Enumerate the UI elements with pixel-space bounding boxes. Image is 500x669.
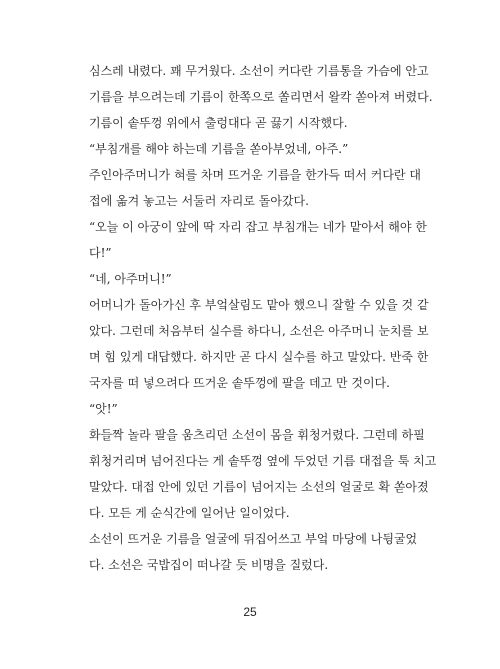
text-line: “오늘 이 아궁이 앞에 딱 자리 잡고 부침개는 네가 맡아서 해야 한 bbox=[89, 220, 427, 234]
text-line: 말았다. 대접 안에 있던 기름이 넘어지는 소선의 얼굴로 확 쏟아졌 bbox=[89, 480, 429, 494]
text-line: 화들짝 놀라 팔을 움츠리던 소선이 몸을 휘청거렸다. 그런데 하필 bbox=[89, 428, 425, 442]
text-line: “네, 아주머니!” bbox=[89, 272, 172, 286]
text-line: 았다. 그런데 처음부터 실수를 하다니, 소선은 아주머니 눈치를 보 bbox=[89, 324, 429, 338]
text-line: “앗!” bbox=[89, 402, 118, 416]
text-line: 어머니가 돌아가신 후 부엌살림도 맡아 했으니 잘할 수 있을 것 같 bbox=[89, 298, 429, 312]
text-line: 기름이 솥뚜껑 위에서 출렁대다 곧 끓기 시작했다. bbox=[89, 116, 348, 130]
text-line: 기름을 부으려는데 기름이 한쪽으로 쏠리면서 왈칵 쏟아져 버렸다. bbox=[89, 90, 433, 104]
text-line: 국자를 떠 넣으려다 뜨거운 솥뚜껑에 팔을 데고 만 것이다. bbox=[89, 376, 390, 390]
text-line: “부침개를 해야 하는데 기름을 쏟아부었네, 아주.” bbox=[89, 142, 349, 156]
text-line: 접에 옮겨 놓고는 서둘러 자리로 돌아갔다. bbox=[89, 194, 309, 208]
text-line: 주인아주머니가 혀를 차며 뜨거운 기름을 한가득 떠서 커다란 대 bbox=[89, 168, 421, 182]
text-line: 며 힘 있게 대답했다. 하지만 곧 다시 실수를 하고 말았다. 반죽 한 bbox=[89, 350, 429, 364]
body-text bbox=[89, 58, 437, 578]
text-line: 다. 모든 게 순식간에 일어난 일이었다. bbox=[89, 506, 290, 520]
text-line: 심스레 내렸다. 꽤 무거웠다. 소선이 커다란 기름통을 가슴에 안고 bbox=[89, 64, 429, 78]
page-number: 25 bbox=[243, 605, 257, 619]
text-line: 다. 소선은 국밥집이 떠나갈 듯 비명을 질렀다. bbox=[89, 558, 329, 572]
text-line: 소선이 뜨거운 기름을 얼굴에 뒤집어쓰고 부엌 마당에 나뒹굴었 bbox=[89, 532, 418, 546]
text-line: 휘청거리며 넘어진다는 게 솥뚜껑 옆에 두었던 기름 대접을 툭 치고 bbox=[89, 454, 437, 468]
text-line: 다!” bbox=[89, 246, 112, 260]
